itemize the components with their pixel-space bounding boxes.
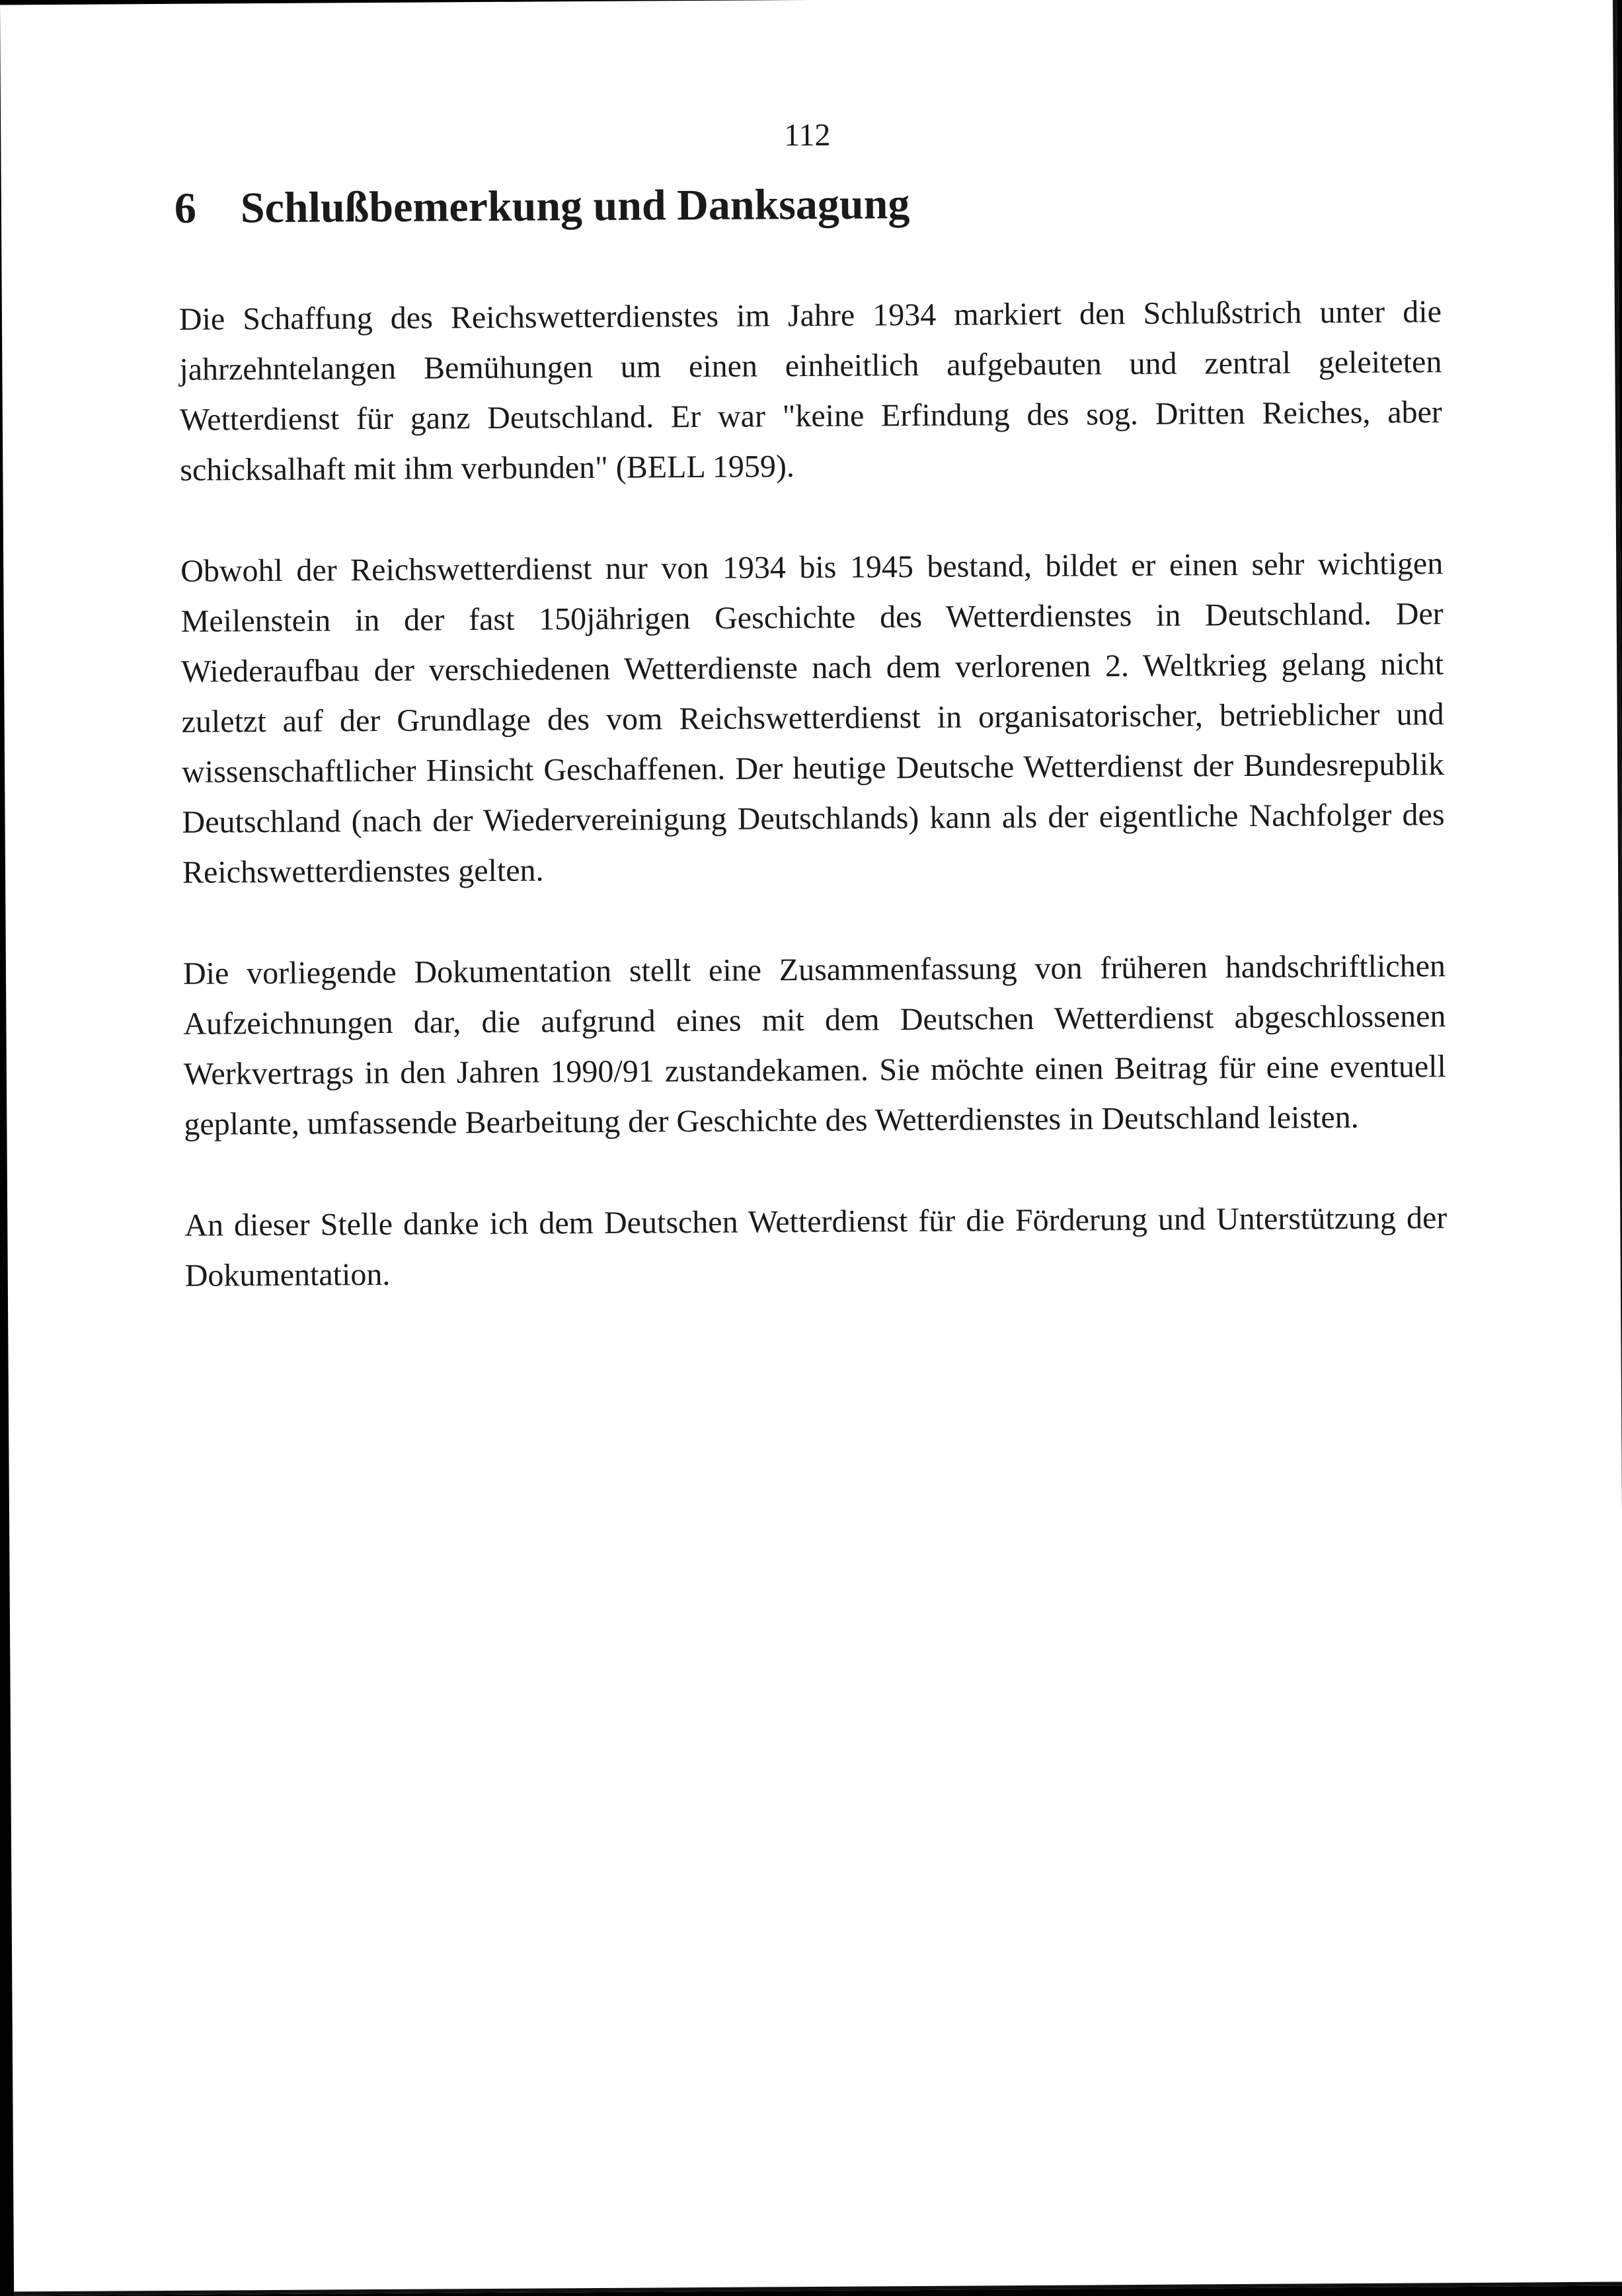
paragraph-documentation: Die vorliegende Dokumentation stellt eine Zusammenfassung von früheren handschriftlichen Aufzeichnungen dar, die aufgrund eines mit dem Deutschen Wetterdienst abgeschlossenen Werkvertrags in den Jahren 1990/91 zustandekamen. Sie möchte einen Beitrag für eine eventuell geplante, umfassende Bearbeitung der Geschichte des Wetterdienstes in Deutschland leisten. — [182, 948, 1447, 1142]
chapter-title: Schlußbemerkung und Danksagung — [240, 180, 910, 233]
chapter-heading — [174, 178, 910, 235]
paragraph-conclusion: Die Schaffung des Reichswetterdienstes im Jahre 1934 markiert den Schlußstrich unter die jahrzehntelangen Bemühungen um einen einheitlich aufgebauten und zentral geleiteten Wetterdienst für ganz Deutschland. Er war "keine Erfindung des sog. Dritten Reiches, aber schicksalhaft mit ihm verbunden" (BELL 1959). — [178, 294, 1442, 488]
chapter-number: 6 — [174, 184, 197, 233]
paragraph-acknowledgement: An dieser Stelle danke ich dem Deutschen Wetterdienst für die Förderung und Unterstützung der Dokumentation. — [184, 1200, 1448, 1293]
page-number: 112 — [783, 117, 831, 153]
body-text — [179, 287, 1448, 1352]
paragraph-significance: Obwohl der Reichswetterdienst nur von 1934 bis 1945 bestand, bildet er einen sehr wichtigen Meilenstein in der fast 150jährigen Geschichte des Wetterdienstes in Deutschland. Der Wiederaufbau der verschiedenen Wetterdienste nach dem verlorenen 2. Weltkrieg gelang nicht zuletzt auf der Grundlage des vom Reichswetterdienst in organisatorischer, betrieblicher und wissenschaftlicher Hinsicht Geschaffenen. Der heutige Deutsche Wetterdienst der Bundesrepublik Deutschland (nach der Wiedervereinigung Deutschlands) kann als der eigentliche Nachfolger des Reichswetterdienstes gelten. — [180, 546, 1445, 890]
